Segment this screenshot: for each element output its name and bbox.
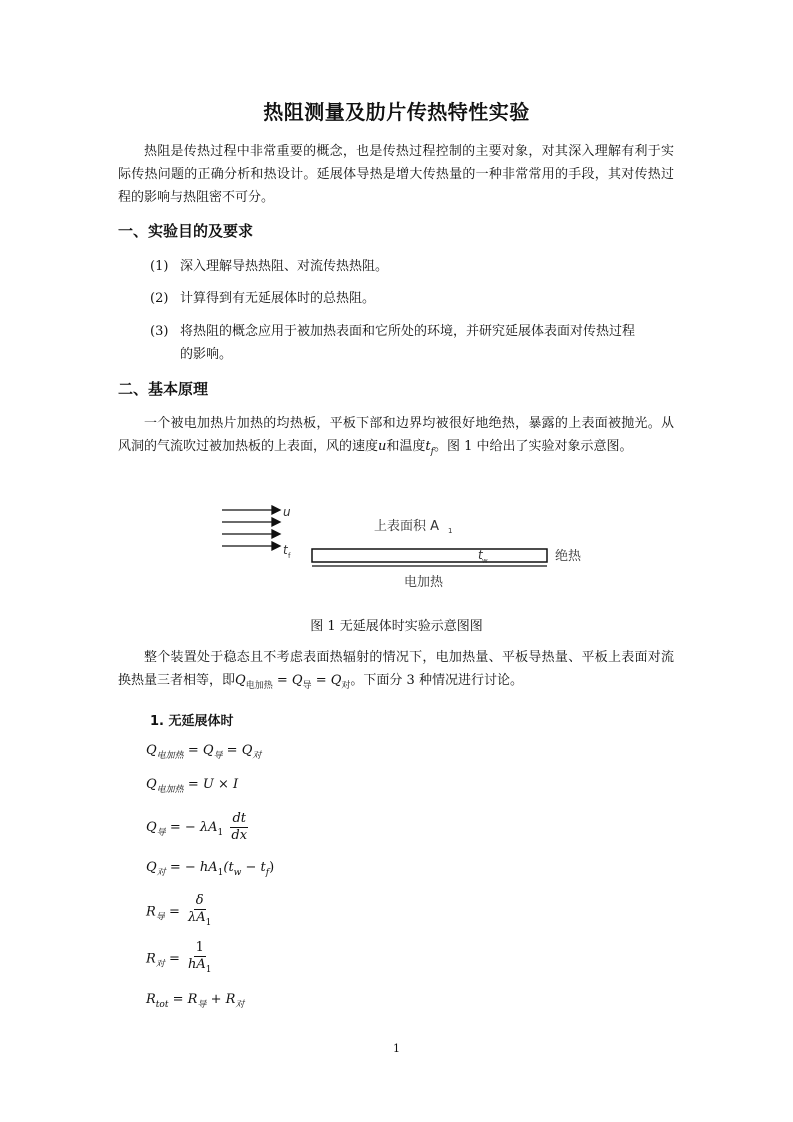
section-heading-principles: 二、基本原理	[118, 380, 209, 398]
airflow-arrows	[222, 506, 280, 550]
figure-label-tw: t	[478, 548, 483, 562]
velocity-symbol: u	[378, 439, 387, 454]
figure-label-heater: 电加热	[404, 575, 444, 590]
list-item-continuation: 的影响。	[180, 347, 233, 362]
figure-label-insulation: 绝热	[555, 549, 582, 564]
list-item-number: (1)	[150, 259, 169, 274]
equation-4: $Q_对$ = − $hA_1(t_w - t_f)$	[146, 860, 275, 878]
equation-2: $Q_{电加热} = U \times I$	[146, 777, 239, 795]
figure-label-u: u	[283, 505, 291, 519]
equation-3: $Q_导$ = − $\lambda A_1$ $\frac{dt}{dx}$	[146, 811, 248, 843]
principle-paragraph-1: 一个被电加热片加热的均热板，平板下部和边界均被很好地绝热，暴露的上表面被抛光。从风洞的气流吹过被加热板的上表面，风的速度u和温度$t_f$。图 1 中给出了实验对象示意图。	[118, 416, 674, 457]
intro-paragraph: 热阻是传热过程中非常重要的概念，也是传热过程控制的主要对象，对其深入理解有利于实际传热问题的正确分析和热设计。延展体导热是增大传热量的一种非常常用的手段，其对传热过程的影响与热阻密不可分。	[118, 144, 674, 205]
equation-1: $Q_{电加热} = Q_导 = Q_对$	[146, 743, 262, 761]
list-item-number: (3)	[150, 324, 169, 339]
equation-7: $R_{tot} = R_导 + R_对$	[146, 992, 245, 1010]
figure-label-tf: t	[283, 543, 288, 557]
heated-plate	[312, 549, 547, 562]
list-item	[150, 255, 675, 278]
svg-text:f: f	[288, 552, 291, 560]
list-item-text: 计算得到有无延展体时的总热阻。	[180, 291, 376, 306]
list-item	[150, 287, 675, 310]
equation-6: $R_对$ = $\frac{1}{hA_1}$	[146, 940, 212, 975]
section-heading-objectives: 一、实验目的及要求	[118, 222, 254, 240]
list-item-number: (2)	[150, 291, 169, 306]
figure-1-diagram	[222, 496, 594, 592]
subsection-heading-no-fin: 1. 无延展体时	[150, 714, 234, 729]
page-number: 1	[393, 1042, 400, 1055]
principle-paragraph-2: 整个装置处于稳态且不考虑表面热辐射的情况下，电加热量、平板导热量、平板上表面对流换热量三者相等，即$Q_{电加热} = Q_导 = Q_对$。下面分 3 种情况进行讨论。	[118, 650, 674, 691]
list-item-text: 深入理解导热热阻、对流传热热阻。	[180, 259, 389, 274]
figure-label-area: 上表面积 A	[374, 519, 440, 534]
list-item-text: 将热阻的概念应用于被加热表面和它所处的环境，并研究延展体表面对传热过程	[180, 324, 636, 339]
svg-text:w: w	[482, 557, 488, 565]
equation-5: $R_导$ = $\frac{\delta}{\lambda A_1}$	[146, 893, 212, 928]
fluid-temp-symbol: t	[425, 439, 431, 454]
figure-caption: 图 1 无延展体时实验示意图图	[310, 619, 483, 634]
svg-text:1: 1	[448, 527, 453, 535]
list-item	[150, 320, 675, 366]
page-title: 热阻测量及肋片传热特性实验	[263, 100, 530, 124]
